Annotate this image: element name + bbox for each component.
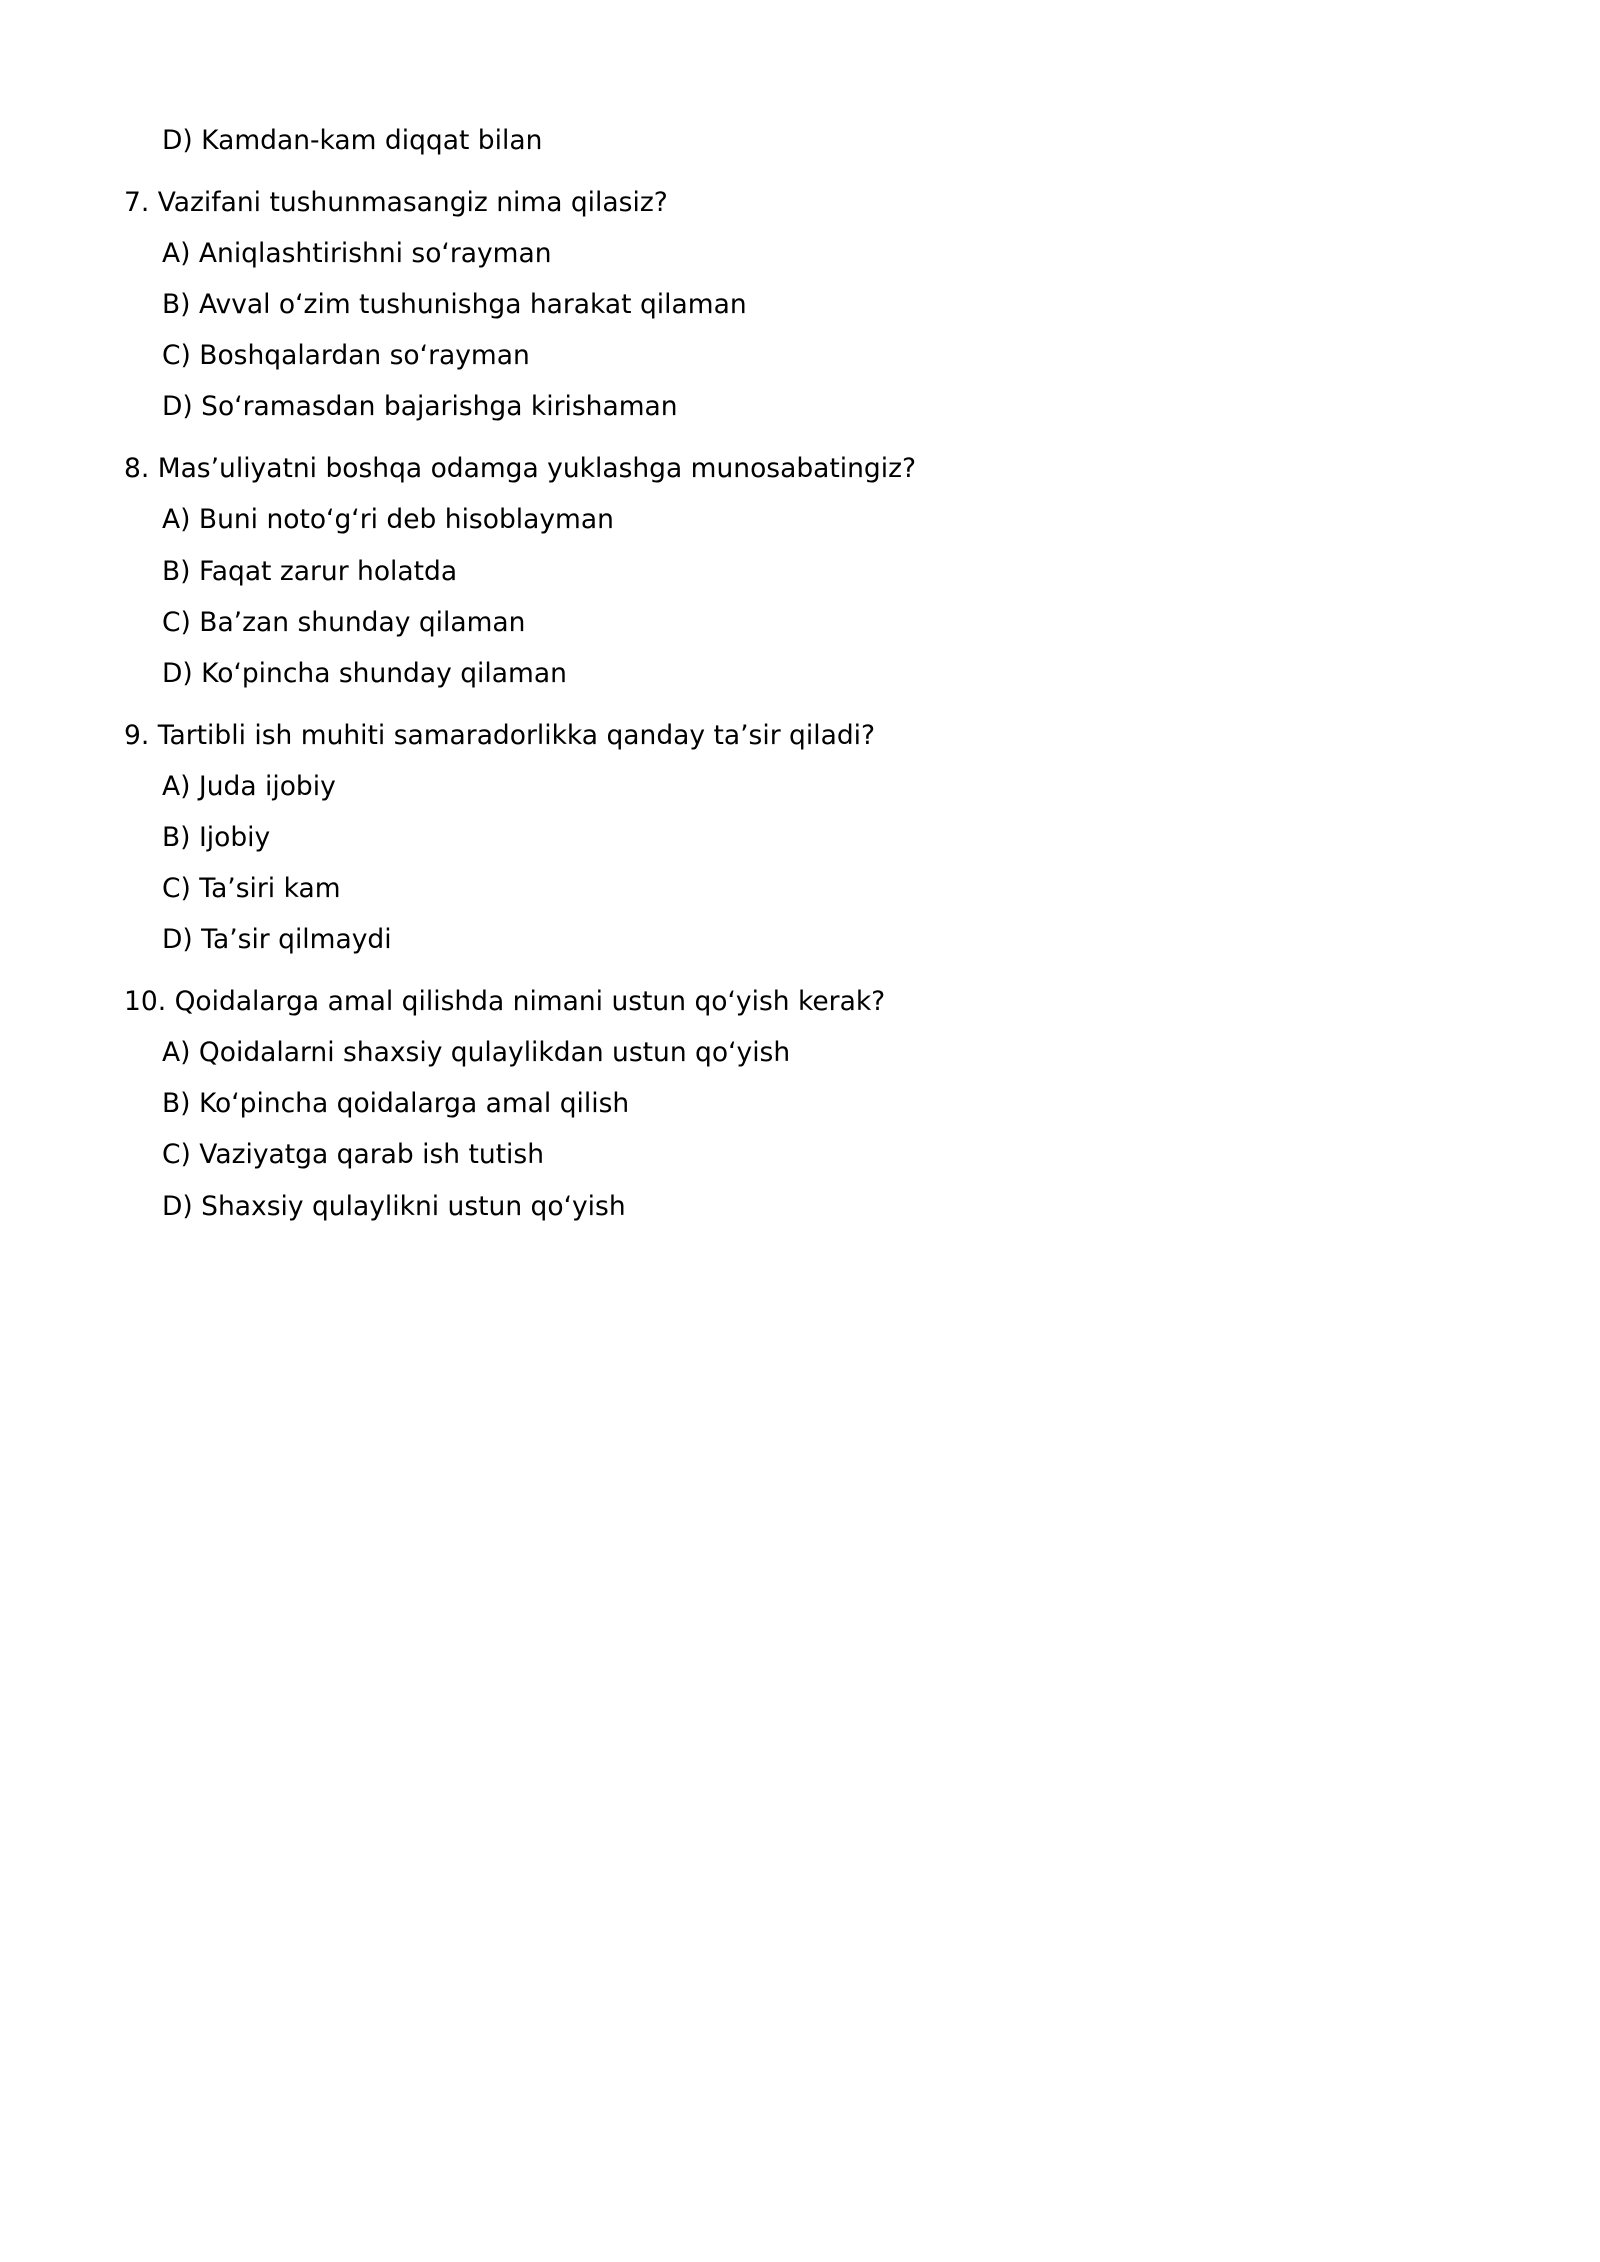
question-7-option-b: B) Avval o‘zim tushunishga harakat qilaman [162, 289, 747, 320]
question-6-option-d: D) Kamdan-kam diqqat bilan [162, 125, 543, 156]
question-9-text: 9. Tartibli ish muhiti samaradorlikka qanday ta’sir qiladi? [124, 720, 876, 751]
question-8-text: 8. Mas’uliyatni boshqa odamga yuklashga munosabatingiz? [124, 453, 917, 484]
question-9-option-d: D) Ta’sir qilmaydi [162, 924, 392, 955]
question-10-option-d: D) Shaxsiy qulaylikni ustun qo‘yish [162, 1191, 626, 1222]
question-9-option-c: C) Ta’siri kam [162, 873, 341, 904]
question-10-option-b: B) Ko‘pincha qoidalarga amal qilish [162, 1088, 630, 1119]
question-10-option-a: A) Qoidalarni shaxsiy qulaylikdan ustun qo‘yish [162, 1037, 791, 1068]
question-9-option-a: A) Juda ijobiy [162, 771, 336, 802]
question-10-text: 10. Qoidalarga amal qilishda nimani ustun qo‘yish kerak? [124, 986, 886, 1017]
question-7-option-d: D) So‘ramasdan bajarishga kirishaman [162, 391, 678, 422]
question-8-option-d: D) Ko‘pincha shunday qilaman [162, 658, 567, 689]
question-8-option-b: B) Faqat zarur holatda [162, 556, 458, 587]
question-7-option-a: A) Aniqlashtirishni so‘rayman [162, 238, 552, 269]
question-10-option-c: C) Vaziyatga qarab ish tutish [162, 1139, 545, 1170]
question-7-text: 7. Vazifani tushunmasangiz nima qilasiz? [124, 187, 668, 218]
question-8-option-c: C) Ba’zan shunday qilaman [162, 607, 526, 638]
question-8-option-a: A) Buni noto‘g‘ri deb hisoblayman [162, 504, 614, 535]
question-9-option-b: B) Ijobiy [162, 822, 271, 853]
question-7-option-c: C) Boshqalardan so‘rayman [162, 340, 530, 371]
